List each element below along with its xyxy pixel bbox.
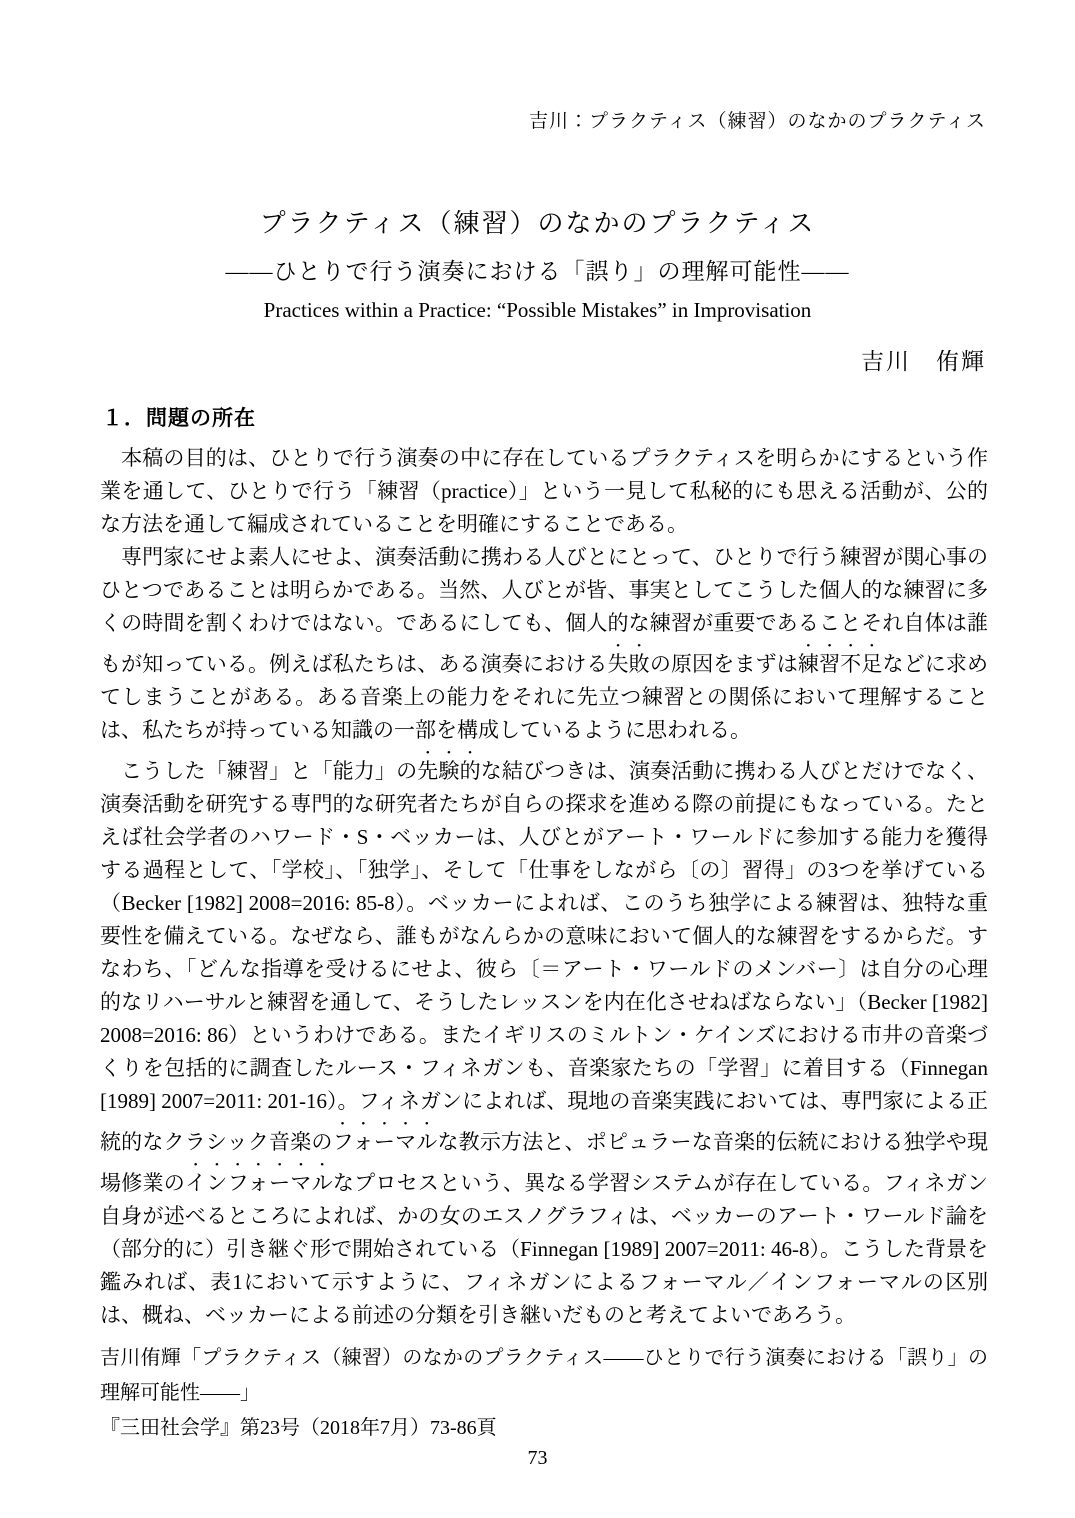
paragraph: [100, 541, 988, 747]
emphasized-text: 失敗: [607, 652, 650, 676]
citation-line: 吉川侑輝「プラクティス（練習）のなかのプラクティス――ひとりで行う演奏における「誤り」の理解可能性――」: [100, 1347, 988, 1404]
body-paragraphs: [100, 442, 988, 1332]
emphasized-text: フォーマル: [332, 1130, 438, 1154]
title-block: [0, 203, 1075, 323]
page-number: 73: [527, 1447, 548, 1469]
article-subtitle-ja: ――ひとりで行う演奏における「誤り」の理解可能性――: [225, 259, 850, 284]
emphasized-text: 先験的: [417, 759, 481, 783]
text-run: な結びつきは、演奏活動に携わる人びとだけでなく、演奏活動を研究する専門的な研究者たちが自らの探求を進める際の前提にもなっている。たとえば社会学者のハワード・S・ベッカーは、人びとがアート・ワールドに参加する能力を獲得する過程として、「学校」、「独学」、そして「仕事をしながら〔の〕習得」の3つを挙げている（Becker [1982] 2008=2016: 85-8）。ベッカーによれば、このうち独学による練習は、独特な重要性を備えている。なぜなら、誰もがなんらかの意味において個人的な練習をするからだ。すなわち、「どんな指導を受けるにせよ、彼ら〔＝アート・ワールドのメンバー〕は自分の心理的なリハーサルと練習を通して、そうしたレッスンを内在化させねばならない」（Becker [1982] 2008=2016: 86）というわけである。またイギリスのミルトン・ケインズにおける市井の音楽づくりを包括的に調査したルース・フィネガンも、音楽家たちの「学習」に着目する（Finnegan [1989] 2007=2011: 201-16）。フィネガンによれば、現地の音楽実践においては、専門家による正統的なクラシック音楽の: [100, 759, 989, 1154]
text-run: な教示方法と、ポピュラーな音楽的伝統における独学や現場修業の: [100, 1130, 988, 1195]
text-run: の原因をまずは: [649, 652, 798, 676]
paragraph: [100, 442, 988, 541]
journal-line: 『三田社会学』第23号（2018年7月）73-86頁: [100, 1417, 497, 1439]
text-run: なプロセスという、異なる学習システムが存在している。フィネガン自身が述べるところによれば、かの女のエスノグラフィは、ベッカーのアート・ワールド論を（部分的に）引き継ぐ形で開始されている（Finnegan [1989] 2007=2011: 46-8）。こうした背景を鑑みれば、表1において示すように、フィネガンによるフォーマル／インフォーマルの区別は、概ね、ベッカーによる前述の分類を引き継いだものと考えてよいであろう。: [100, 1171, 989, 1327]
article-title-ja: プラクティス（練習）のなかのプラクティス: [259, 209, 816, 238]
emphasized-text: インフォーマル: [185, 1171, 333, 1195]
paragraph: [100, 747, 988, 1332]
citation-footer: [100, 1341, 988, 1446]
article-title-en: Practices within a Practice: “Possible Mistakes” in Improvisation: [263, 298, 812, 322]
text-run: 本稿の目的は、ひとりで行う演奏の中に存在しているプラクティスを明らかにするという作業を通して、ひとりで行う「練習（practice）」という一見して私秘的にも思える活動が、公的な方法を通して編成されていることを明確にすることである。: [100, 446, 988, 536]
section-heading: １．問題の所在: [102, 407, 256, 430]
text-run: などに求めてしまうことがある。ある音楽上の能力をそれに先立つ練習との関係において理解することは、私たちが持っている知識の一部を構成しているように思われる。: [100, 652, 989, 742]
emphasized-text: 練習不足: [797, 652, 883, 676]
text-run: こうした「練習」と「能力」の: [121, 759, 418, 783]
article-body: [100, 402, 988, 1332]
author-name: 吉川 侑輝: [861, 349, 986, 374]
text-run: 専門家にせよ素人にせよ、演奏活動に携わる人びとにとって、ひとりで行う練習が関心事のひとつであることは明らかである。当然、人びとが皆、事実としてこうした個人的な練習に多くの時間を割くわけではない。であるにしても、個人的な練習が重要であることそれ自体は誰もが知っている。例えば私たちは、ある演奏における: [100, 545, 988, 676]
running-header: 吉川：プラクティス（練習）のなかのプラクティス: [529, 111, 986, 132]
